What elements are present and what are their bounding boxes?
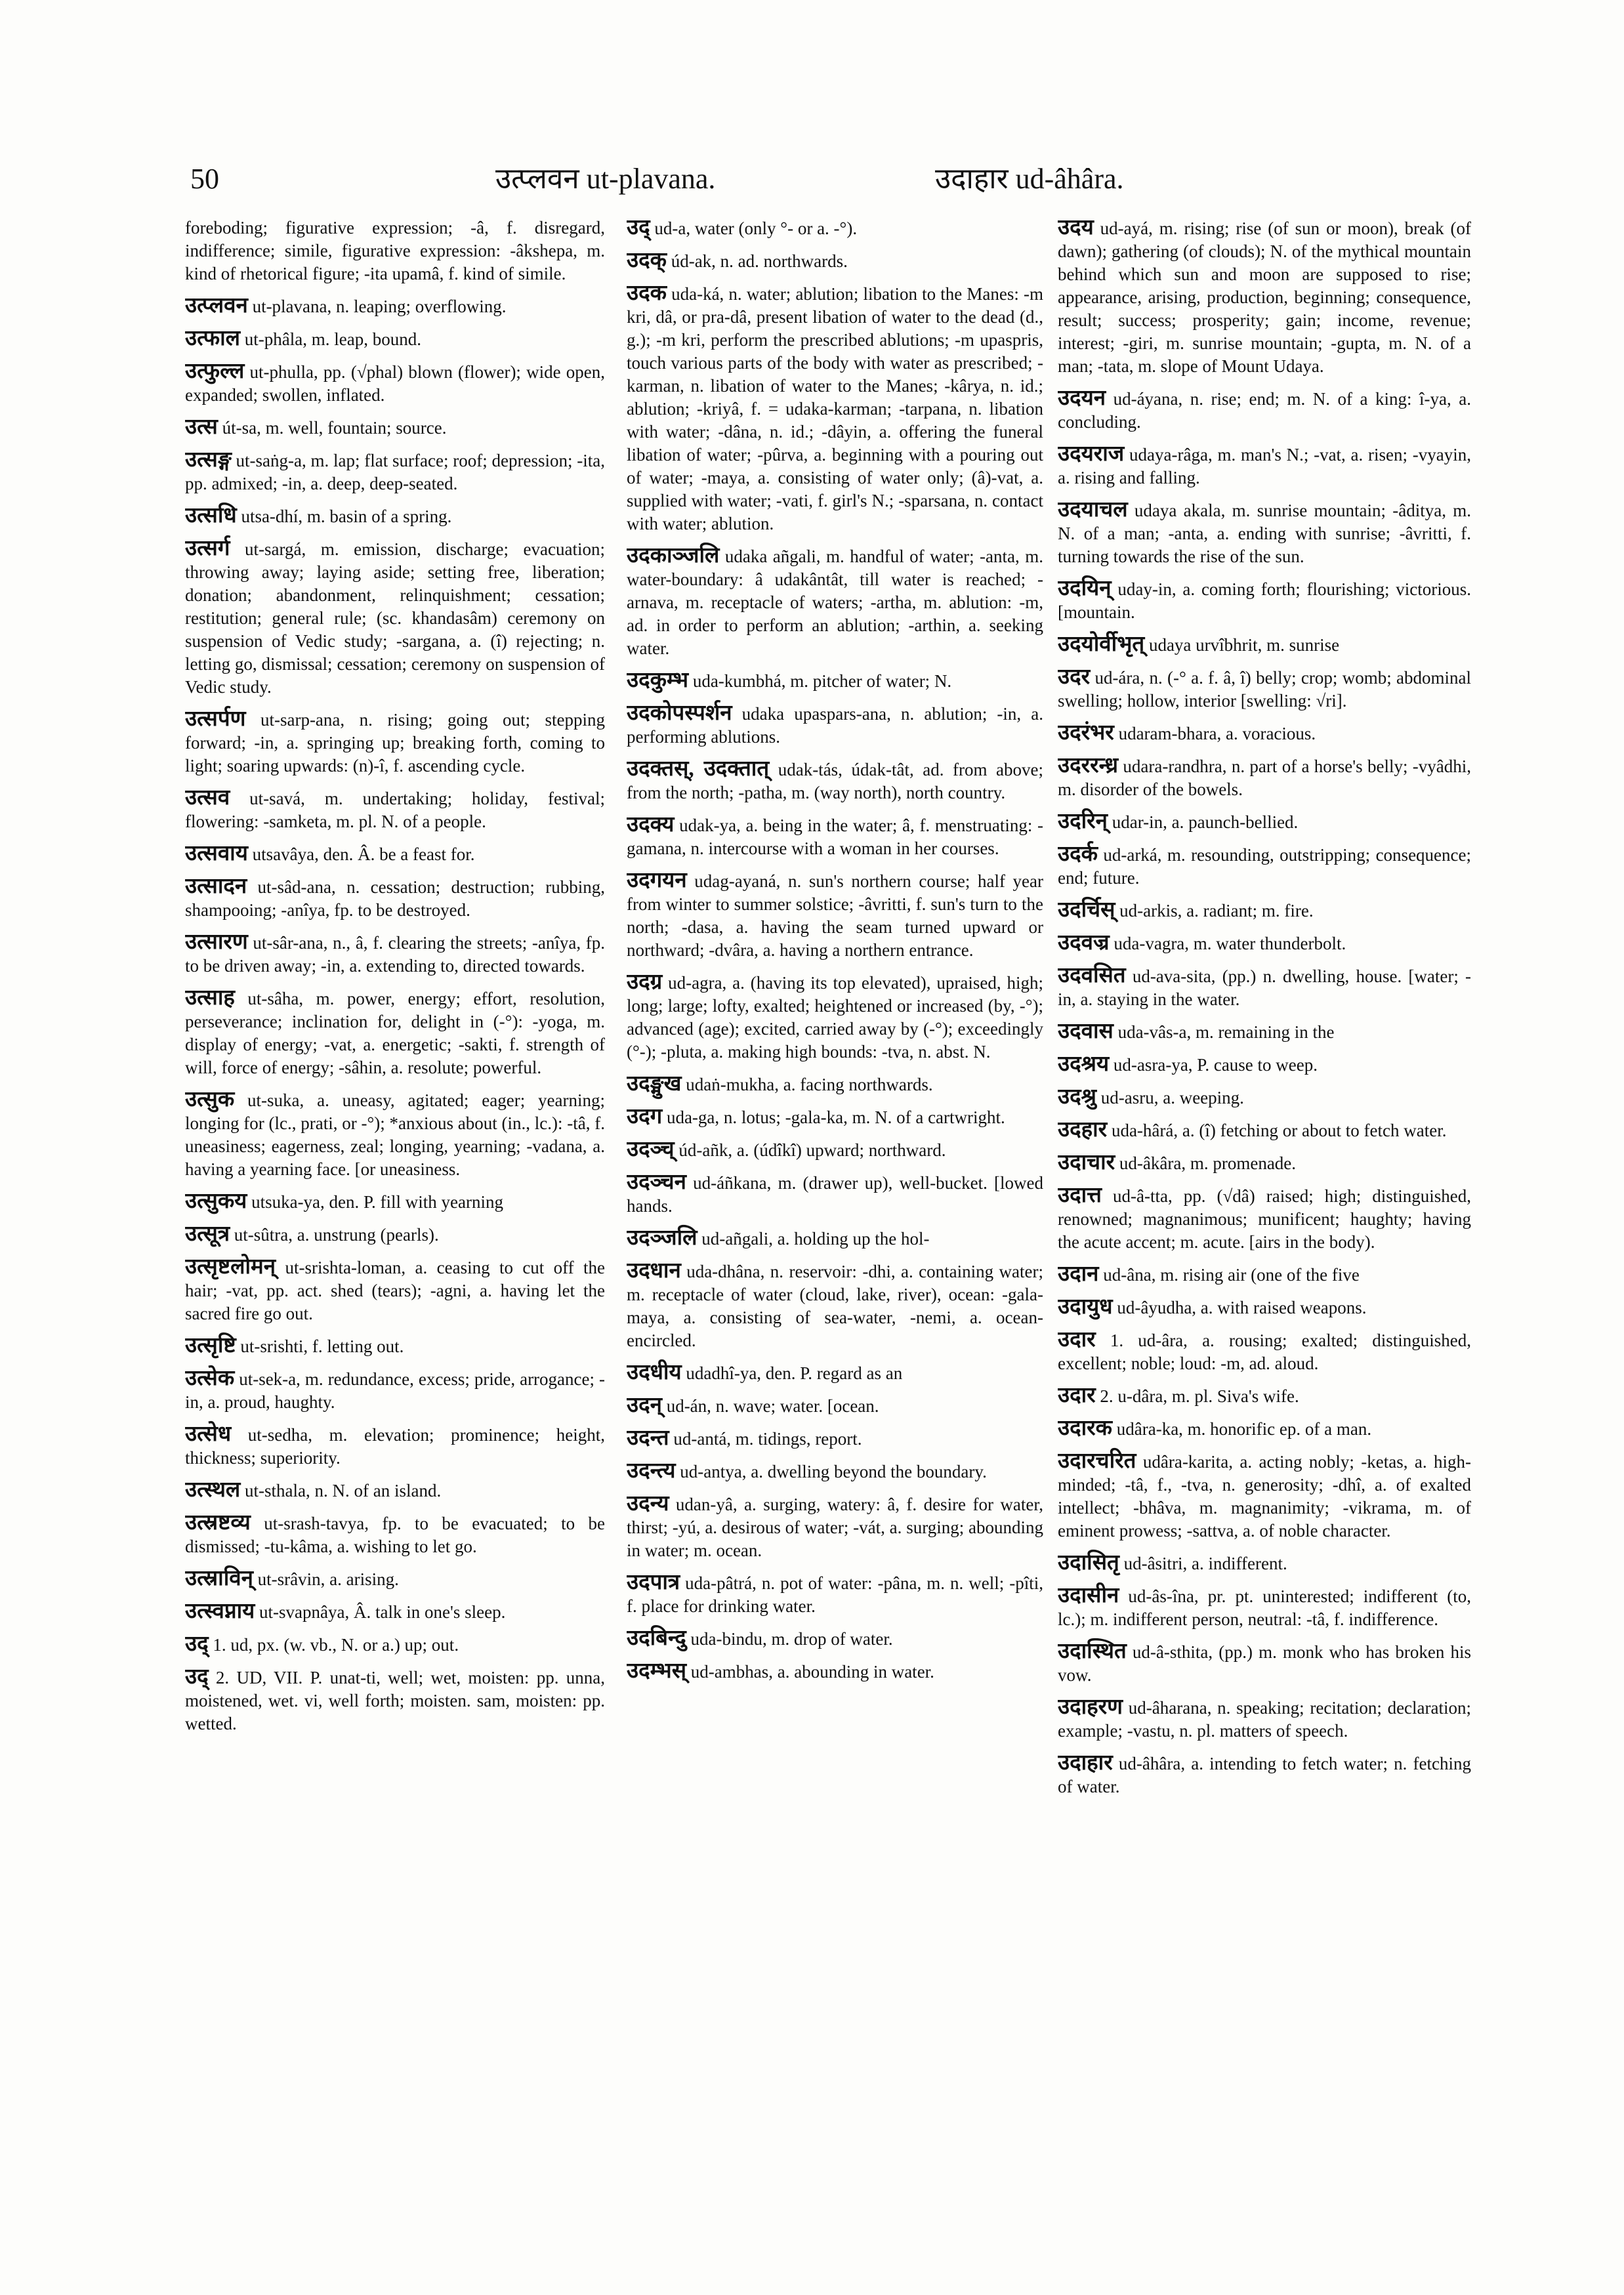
entry-definition: ut-sarp-ana, n. rising; going out; stepping forward; -in, a. springing up; breaking forth, coming to light; soaring upwards: (n)-î, f. ascending cycle. [185, 710, 605, 775]
entry-definition: út-sa, m. well, fountain; source. [222, 418, 447, 438]
headword: उदश्रु [1058, 1085, 1096, 1109]
dictionary-entry [185, 931, 605, 978]
dictionary-entry [1058, 1151, 1471, 1175]
dictionary-entry [1058, 1296, 1471, 1319]
dictionary-entry [1058, 1184, 1471, 1254]
headword: उत्फुल्ल [185, 360, 245, 383]
dictionary-entry [1058, 1384, 1471, 1408]
headword: उदरिन् [1058, 810, 1108, 833]
headword: उदररन्ध्र [1058, 754, 1119, 777]
dictionary-entry [1058, 1584, 1471, 1631]
headword: उत्स्रष्टव्य [185, 1511, 251, 1535]
dictionary-entry [185, 416, 605, 440]
entry-definition: úd-añk, a. (údîkî) upward; northward. [678, 1140, 946, 1160]
dictionary-entry [627, 1427, 1043, 1451]
dictionary-entry [185, 1512, 605, 1558]
entry-definition: ut-saṅg-a, m. lap; flat surface; roof; depression; -ita, pp. admixed; -in, a. deep, deep-seated. [185, 451, 605, 493]
entry-definition: uda-ga, n. lotus; -gala-ka, m. N. of a cartwright. [666, 1107, 1005, 1127]
dictionary-entry [627, 1227, 1043, 1251]
headword: उत्सङ्ग [185, 448, 232, 472]
entry-definition: ut-sâha, m. power, energy; effort, resolution, perseverance; inclination for, delight in (-°): -yoga, m. display of energy; -vat, a. energetic; -sakti, f. strength of will, force of energy; -sâhin, a. resolute; powerful. [185, 989, 605, 1077]
headword: उत्सृष्टि [185, 1334, 236, 1357]
dictionary-entry [185, 327, 605, 351]
entry-definition: udak-ya, a. being in the water; â, f. menstruating: -gamana, n. intercourse with a woman in her courses. [627, 816, 1043, 858]
entry-definition: ud-án, n. wave; water. [ocean. [666, 1396, 879, 1416]
dictionary-entry [1058, 1696, 1471, 1743]
headword: उत्सुकय [185, 1189, 247, 1213]
left-guide-word: उत्प्लवन ut-plavana. [495, 163, 716, 195]
headword: उदरंभर [1058, 721, 1114, 745]
dictionary-entry [1058, 1552, 1471, 1575]
entry-definition: udâra-karita, a. acting nobly; -ketas, a. high-minded; -tâ, f., -tva, n. generosity; -dhî, a. of exalted intellect; -bhâva, m. magnanimity; -vikrama, m. of eminent prowess; -sattva, a. of noble character. [1058, 1452, 1471, 1540]
dictionary-entry [627, 1394, 1043, 1418]
headword: उदर [1058, 665, 1091, 689]
entry-definition: udâra-ka, m. honorific ep. of a man. [1116, 1419, 1372, 1439]
entry-definition: udaka añgali, m. handful of water; -anta, m. water-boundary: â udakântât, till water is reached; -arnava, m. receptacle of waters; -artha, m. ablution: -m, ad. in order to perform an ablution; -arthin, a. seeking water. [627, 547, 1043, 658]
dictionary-entry [627, 814, 1043, 860]
headword: उदवसित [1058, 964, 1126, 987]
dictionary-entry [185, 360, 605, 407]
dictionary-entry [1058, 1417, 1471, 1441]
headword: उदक [627, 281, 667, 305]
headword: उदन् [627, 1394, 662, 1417]
dictionary-entry [1058, 932, 1471, 955]
dictionary-entry [627, 669, 1043, 693]
dictionary-entry [185, 842, 605, 866]
dictionary-entry [627, 545, 1043, 660]
entry-definition: udan-yâ, a. surging, watery: â, f. desire for water, thirst; -yú, a. desirous of water; -vát, a. surging; abounding in water; m. ocean. [627, 1495, 1043, 1560]
headword: उत्प्लवन [185, 294, 248, 318]
entry-definition: ut-sedha, m. elevation; prominence; height, thickness; superiority. [185, 1425, 605, 1468]
headword: उदयराज [1058, 442, 1125, 466]
entry-definition: ud-âsitri, a. indifferent. [1123, 1554, 1287, 1573]
headword: उदङ्मुख [627, 1072, 682, 1096]
dictionary-entry [1058, 964, 1471, 1011]
entry-definition: ud-âhâra, a. intending to fetch water; n. fetching of water. [1058, 1754, 1471, 1796]
entry-definition: ut-plavana, n. leaping; overflowing. [252, 297, 507, 316]
dictionary-entry [1058, 577, 1471, 624]
entry-definition: uda-hârá, a. (î) fetching or about to fetch water. [1111, 1121, 1447, 1140]
dictionary-entry [1058, 443, 1471, 489]
entry-definition: uda-vagra, m. water thunderbolt. [1114, 934, 1346, 953]
entry-definition: uda-ká, n. water; ablution; libation to the Manes: -m kri, dâ, or pra-dâ, present libation of water to the dead (d., g.); -m kri, perform the prescribed ablutions; -m upaspris, touch various parts of the body with water as prescribed; -karman, n. libation of water to the Manes; -kârya, n. id.; ablution; -kriyâ, f. = udaka-karman; -tarpana, n. libation with water; -dâna, n. id.; -dâyin, a. offering the funeral libation of water; -pûrva, a. beginning with a pouring out of water; -maya, a. consisting of water only; (â)-vat, a. supplied with water; -vati, f. girl's N.; -sparsana, n. contact with water; ablution. [627, 284, 1043, 533]
entry-definition: 2. u-dâra, m. pl. Siva's wife. [1100, 1386, 1299, 1406]
headword: उदपात्र [627, 1571, 680, 1594]
headword: उत्स्थल [185, 1478, 241, 1502]
headword: उदश्रय [1058, 1052, 1110, 1076]
headword: उदायुध [1058, 1295, 1113, 1319]
headword: उत्सेध [185, 1422, 232, 1446]
headword: उत्स [185, 415, 218, 439]
dictionary-entry [185, 1423, 605, 1470]
headword: उत्फाल [185, 327, 241, 350]
dictionary-entry [185, 1334, 605, 1358]
headword: उदार [1058, 1328, 1096, 1352]
headword: उदगयन [627, 869, 687, 892]
entry-definition: ud-asra-ya, P. cause to weep. [1113, 1055, 1318, 1075]
entry-definition: 2. UD, VII. P. unat-ti, well; wet, moisten: pp. unna, moistened, wet. vi, well forth; moisten. sam, moisten: pp. wetted. [185, 1668, 605, 1733]
headword: उत्सर्पण [185, 707, 246, 731]
dictionary-entry [627, 249, 1043, 273]
dictionary-entry [185, 1088, 605, 1181]
right-guide-word: उदाहार ud-âhâra. [935, 163, 1124, 195]
headword: उदकाञ्जलि [627, 544, 720, 568]
headword: उदन्य [627, 1492, 669, 1516]
entry-definition: utsa-dhí, m. basin of a spring. [241, 507, 452, 526]
entry-definition: udaṅ-mukha, a. facing northwards. [686, 1075, 933, 1094]
entry-definition: ut-srishta-loman, a. ceasing to cut off the hair; -vat, pp. act. shed (tears); -agni, a. having let the sacred fire go out. [185, 1258, 605, 1323]
entry-definition: ud-ayá, m. rising; rise (of sun or moon), break (of dawn); gathering (of clouds); N. of the mythical mountain behind which sun and moon are supposed to rise; appearance, arising, production, beginning; consequence, result; success; prosperity; gain; income, revenue; interest; -giri, m. sunrise mountain; -gupta, m. N. of a man; -tata, m. slope of Mount Udaya. [1058, 218, 1471, 376]
headword: उत्स्राविन् [185, 1567, 253, 1590]
headword: उदान [1058, 1262, 1099, 1286]
entry-definition: udara-randhra, n. part of a horse's belly; -vyâdhi, m. disorder of the bowels. [1058, 756, 1471, 799]
headword: उदयन [1058, 386, 1106, 410]
dictionary-entry [1058, 1020, 1471, 1044]
entry-definition: 1. ud, px. (w. vb., N. or a.) up; out. [213, 1635, 459, 1655]
dictionary-entry [1058, 1752, 1471, 1798]
entry-definition: ut-srâvin, a. arising. [257, 1569, 399, 1589]
headword: उदात्त [1058, 1184, 1102, 1207]
headword: उदयिन् [1058, 577, 1112, 600]
dictionary-entry [627, 1660, 1043, 1684]
headword: उदक् [627, 249, 667, 272]
entry-definition: ut-srishti, f. letting out. [240, 1336, 404, 1356]
dictionary-entry [185, 1223, 605, 1247]
dictionary-entry [627, 702, 1043, 749]
entry-definition: uda-bindu, m. drop of water. [690, 1629, 893, 1649]
entry-definition: udaka upaspars-ana, n. ablution; -in, a. performing ablutions. [627, 704, 1043, 747]
dictionary-entry [627, 217, 1043, 240]
entry-definition: ut-svapnâya, Â. talk in one's sleep. [259, 1602, 506, 1622]
headword: उद् [185, 1665, 209, 1689]
dictionary-entry [185, 1567, 605, 1591]
dictionary-entry [185, 987, 605, 1079]
headword: उदवास [1058, 1020, 1114, 1043]
entry-definition: ud-arká, m. resounding, outstripping; consequence; end; future. [1058, 845, 1471, 888]
entry-definition: ud-âs-îna, pr. pt. uninterested; indifferent (to, lc.); m. indifferent person, neutral: -tâ, f. indifference. [1058, 1586, 1471, 1629]
entry-definition: ud-áñkana, m. (drawer up), well-bucket. [lowed hands. [627, 1173, 1043, 1216]
headword: उदास्थित [1058, 1640, 1127, 1663]
entry-definition: uda-pâtrá, n. pot of water: -pâna, m. n. well; -pîti, f. place for drinking water. [627, 1573, 1043, 1616]
dictionary-entry [185, 708, 605, 777]
dictionary-entry [627, 1138, 1043, 1162]
dictionary-entry [185, 505, 605, 528]
column-3 [1058, 217, 1471, 1808]
entry-definition: ud-ambhas, a. abounding in water. [690, 1662, 934, 1682]
entry-definition: utsuka-ya, den. P. fill with yearning [251, 1192, 504, 1212]
entry-definition: ud-ava-sita, (pp.) n. dwelling, house. [water; -in, a. staying in the water. [1058, 966, 1471, 1009]
entry-definition: uda-dhâna, n. reservoir: -dhi, a. containing water; m. receptacle of water (cloud, lake, river), ocean: -gala-maya, a. consisting of sea-water, -nemi, a. ocean-encircled. [627, 1262, 1043, 1350]
entry-definition: ud-âharana, n. speaking; recitation; declaration; example; -vastu, n. pl. matters of speech. [1058, 1698, 1471, 1741]
headword: उदधान [627, 1259, 681, 1283]
entry-definition: ud-arkis, a. radiant; m. fire. [1119, 901, 1314, 920]
entry-definition: ud-â-sthita, (pp.) m. monk who has broken his vow. [1058, 1642, 1471, 1685]
entry-definition: ut-sûtra, a. unstrung (pearls). [234, 1225, 439, 1245]
entry-definition: uday-in, a. coming forth; flourishing; victorious. [mountain. [1058, 579, 1471, 622]
headword: उदकुम्भ [627, 669, 689, 692]
headword: उदहार [1058, 1118, 1108, 1142]
dictionary-entry [627, 1460, 1043, 1483]
headword: उदाहार [1058, 1751, 1113, 1775]
headword: उदक्तस्, उदक्तात् [627, 757, 770, 781]
dictionary-entry [1058, 1263, 1471, 1287]
entry-definition: ut-phâla, m. leap, bound. [244, 329, 421, 349]
dictionary-entry [1058, 843, 1471, 890]
entry-definition: udar-in, a. paunch-bellied. [1112, 812, 1299, 832]
headword: उदञ्जलि [627, 1226, 697, 1250]
entry-definition: 1. ud-âra, a. rousing; exalted; distinguished, excellent; noble; loud: -m, ad. aloud. [1058, 1331, 1471, 1373]
headword: उत्सादन [185, 875, 247, 898]
headword: उदारक [1058, 1416, 1112, 1440]
headword: उत्सधि [185, 504, 237, 527]
dictionary-entry [185, 1666, 605, 1735]
headword: उदम्भस् [627, 1659, 687, 1683]
headword: उदवज्र [1058, 931, 1110, 955]
headword: उदकोपस्पर्शन [627, 701, 732, 725]
dictionary-entry [1058, 1640, 1471, 1687]
page-number: 50 [190, 163, 219, 195]
dictionary-entry [185, 1190, 605, 1214]
entry-definition: ut-phulla, pp. (√phal) blown (flower); wide open, expanded; swollen, inflated. [185, 362, 605, 405]
headword: उत्सूत्र [185, 1222, 230, 1246]
dictionary-entry [627, 1106, 1043, 1129]
dictionary-entry [1058, 387, 1471, 434]
dictionary-entry [627, 1571, 1043, 1618]
entry-definition: foreboding; figurative expression; -â, f. disregard, indifference; simile, figurative expression: -âkshepa, m. kind of rhetorical figure; -ita upamâ, f. kind of simile. [185, 218, 605, 283]
entry-definition: ud-ára, n. (-° a. f. â, î) belly; crop; womb; abdominal swelling; hollow, interior [swelling: √ri]. [1058, 668, 1471, 711]
entry-definition: ut-sthala, n. N. of an island. [245, 1481, 442, 1500]
entry-definition: udaya akala, m. sunrise mountain; -âditya, m. N. of a man; -anta, a. ending with sunrise; -âvritti, f. turning towards the rise of the sun. [1058, 501, 1471, 566]
dictionary-entry [1058, 499, 1471, 568]
headword: उदासितृ [1058, 1551, 1119, 1575]
entry-definition: ut-sek-a, m. redundance, excess; pride, arrogance; -in, a. proud, haughty. [185, 1369, 605, 1412]
dictionary-entry [185, 1479, 605, 1502]
headword: उत्सवाय [185, 842, 248, 865]
dictionary-entry [185, 1256, 605, 1325]
column-2 [627, 217, 1043, 1693]
headword: उत्सेक [185, 1367, 235, 1390]
headword: उदग [627, 1105, 663, 1128]
headword: उदधीय [627, 1361, 682, 1384]
entry-definition: ud-agra, a. (having its top elevated), upraised, high; long; large; lofty, exalted; heightened or increased (by, -°); advanced (age); excited, carried away by (-°); exceedingly (°-); -pluta, a. making high bounds: -tva, n. abst. N. [627, 973, 1043, 1062]
entry-definition: úd-ak, n. ad. northwards. [671, 251, 848, 271]
dictionary-entry [1058, 899, 1471, 922]
headword: उत्सृष्टलोमन् [185, 1255, 276, 1279]
dictionary-entry [1058, 722, 1471, 745]
dictionary-entry [185, 1633, 605, 1657]
dictionary-entry [1058, 1053, 1471, 1077]
entry-definition: udaya-râga, m. man's N.; -vat, a. risen; -vyayin, a. rising and falling. [1058, 445, 1471, 487]
dictionary-entry [1058, 1450, 1471, 1542]
dictionary-entry [627, 971, 1043, 1064]
entry-definition: ud-antya, a. dwelling beyond the boundary. [680, 1462, 987, 1481]
headword: उत्सर्ग [185, 537, 230, 560]
column-1 [185, 217, 605, 1745]
headword: उत्सारण [185, 930, 248, 954]
entry-definition: ud-a, water (only °- or a. -°). [654, 218, 858, 238]
headword: उद् [627, 217, 650, 239]
headword: उदर्क [1058, 842, 1098, 866]
headword: उदयोर्वीभृत् [1058, 632, 1145, 656]
headword: उदासीन [1058, 1584, 1119, 1607]
headword: उदाहरण [1058, 1695, 1123, 1719]
entry-definition: ut-suka, a. uneasy, agitated; eager; yearning; longing for (lc., prati, or -°); *anxious about (in., lc.): -tâ, f. uneasiness; eagerness, zeal; longing, yearning; -vadana, a. having a yearning face. [or uneasiness. [185, 1090, 605, 1179]
headword: उदय [1058, 217, 1094, 239]
dictionary-entry [1058, 217, 1471, 378]
dictionary-entry [185, 875, 605, 922]
headword: उत्स्वप्नाय [185, 1600, 255, 1623]
dictionary-entry [627, 869, 1043, 962]
entry-definition: ut-srash-tavya, fp. to be evacuated; to be dismissed; -tu-kâma, a. wishing to let go. [185, 1514, 605, 1556]
headword: उत्साह [185, 986, 235, 1010]
headword: उद् [185, 1632, 209, 1656]
dictionary-entry [1058, 1329, 1471, 1375]
headword: उदन्त्य [627, 1459, 676, 1483]
dictionary-entry [1058, 755, 1471, 801]
dictionary-entry [627, 1073, 1043, 1096]
entry-definition: ud-áyana, n. rise; end; m. N. of a king: î-ya, a. concluding. [1058, 389, 1471, 432]
entry-definition: ut-sâd-ana, n. cessation; destruction; rubbing, shampooing; -anîya, fp. to be destroyed. [185, 877, 605, 920]
dictionary-entry [627, 1493, 1043, 1562]
entry-definition: ut-savá, m. undertaking; holiday, festival; flowering: -samketa, m. pl. N. of a people. [185, 789, 605, 831]
entry-definition: ut-sargá, m. emission, discharge; evacuation; throwing away; laying aside; setting free, liberation; donation; abandonment, relinquishment; cessation; restitution; general rule; (sc. khandasâm) ceremony on suspension of Vedic study; -sargana, a. (î) rejecting; n. letting go, dismissal; cessation; ceremony on suspension of Vedic study. [185, 539, 605, 697]
entry-definition: ud-âna, m. rising air (one of the five [1103, 1265, 1360, 1285]
entry-definition: uda-kumbhá, m. pitcher of water; N. [692, 671, 952, 691]
headword: उदञ्चन [627, 1170, 686, 1194]
dictionary-entry [185, 295, 605, 318]
headword: उदञ्च् [627, 1138, 675, 1161]
dictionary-entry [627, 282, 1043, 535]
headword: उत्सव [185, 786, 230, 810]
dictionary-entry [185, 537, 605, 699]
entry-definition: udaya urvîbhrit, m. sunrise [1148, 635, 1340, 655]
dictionary-entry [1058, 810, 1471, 834]
headword: उदक्य [627, 813, 675, 837]
entry-definition: uda-vâs-a, m. remaining in the [1117, 1022, 1335, 1042]
headword: उदयाचल [1058, 498, 1128, 522]
entry-definition: utsavâya, den. Â. be a feast for. [252, 844, 475, 864]
dictionary-entry [185, 217, 605, 285]
entry-definition: udadhî-ya, den. P. regard as an [686, 1363, 903, 1383]
entry-definition: udak-tás, údak-tât, ad. from above; from the north; -patha, m. (way north), north country. [627, 760, 1043, 802]
headword: उदर्चिस् [1058, 898, 1115, 922]
entry-definition: ud-antá, m. tidings, report. [673, 1429, 862, 1449]
dictionary-entry [627, 758, 1043, 804]
dictionary-entry [1058, 633, 1471, 657]
dictionary-entry [185, 1367, 605, 1414]
dictionary-entry [627, 1260, 1043, 1352]
entry-definition: ud-â-tta, pp. (√dâ) raised; high; distinguished, renowned; magnanimous; munificent; haughty; having the acute accent; m. acute. [airs in the body). [1058, 1186, 1471, 1252]
dictionary-entry [185, 787, 605, 833]
entry-definition: udaram-bhara, a. voracious. [1118, 724, 1316, 743]
entry-definition: udag-ayaná, n. sun's northern course; half year from winter to summer solstice; -âvritti, f. sun's turn to the north; -dasa, a. having the seam turned upward or northward; -dvâra, a. having a northern entrance. [627, 871, 1043, 960]
dictionary-entry [1058, 666, 1471, 713]
headword: उदन्त [627, 1426, 669, 1450]
entry-definition: ud-asru, a. weeping. [1100, 1088, 1244, 1107]
dictionary-entry [1058, 1086, 1471, 1109]
headword: उदाचार [1058, 1151, 1115, 1174]
dictionary-entry [627, 1627, 1043, 1651]
dictionary-entry [627, 1171, 1043, 1218]
dictionary-entry [185, 449, 605, 495]
entry-definition: ud-âkâra, m. promenade. [1119, 1153, 1297, 1173]
headword: उत्सुक [185, 1088, 235, 1111]
headword: उदग्र [627, 970, 663, 994]
entry-definition: ud-âyudha, a. with raised weapons. [1117, 1298, 1367, 1317]
dictionary-entry [185, 1600, 605, 1624]
entry-definition: ut-sâr-ana, n., â, f. clearing the streets; -anîya, fp. to be driven away; -in, a. extending to, directed towards. [185, 933, 605, 976]
headword: उदबिन्दु [627, 1626, 686, 1650]
headword: उदारचरित [1058, 1449, 1136, 1473]
dictionary-entry [627, 1361, 1043, 1385]
dictionary-entry [1058, 1119, 1471, 1142]
entry-definition: ud-añgali, a. holding up the hol- [701, 1229, 930, 1249]
headword: उदार [1058, 1384, 1096, 1407]
